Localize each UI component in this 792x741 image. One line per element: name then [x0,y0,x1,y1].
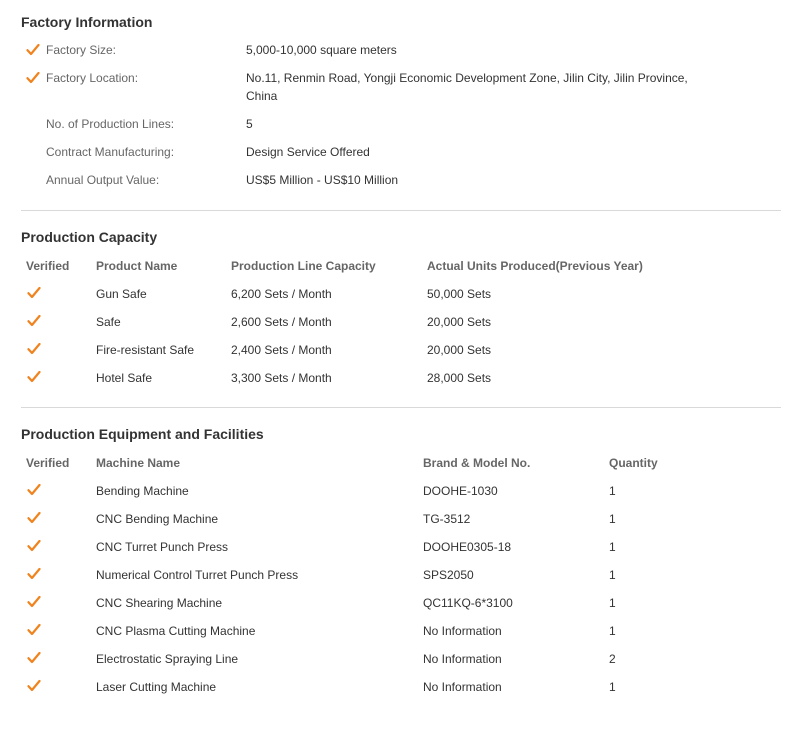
table-row [21,341,781,359]
quantity: 1 [609,680,616,694]
production-capacity-title: Production Capacity [21,229,158,245]
production-equipment-section [21,425,781,715]
checkmark-icon [27,483,41,497]
checkmark-icon [27,595,41,609]
quantity: 1 [609,596,616,610]
machine-name: CNC Shearing Machine [96,596,223,610]
table-row [21,369,781,387]
quantity: 1 [609,568,616,582]
machine-name: Laser Cutting Machine [96,680,217,694]
header-machine-name: Machine Name [96,456,181,470]
machine-name: CNC Plasma Cutting Machine [96,624,256,638]
checkmark-icon [27,623,41,637]
machine-name: Bending Machine [96,484,189,498]
units-produced: 20,000 Sets [427,315,492,329]
checkmark-icon [27,539,41,553]
factory-size-value: 5,000-10,000 square meters [246,43,397,57]
machine-name: Electrostatic Spraying Line [96,652,239,666]
table-row [21,650,781,668]
table-row [21,285,781,303]
line-capacity: 2,600 Sets / Month [231,315,332,329]
contract-manufacturing-value: Design Service Offered [246,145,370,159]
header-verified: Verified [26,456,70,470]
units-produced: 50,000 Sets [427,287,492,301]
factory-information-section [21,13,781,203]
checkmark-icon [26,43,40,57]
quantity: 1 [609,540,616,554]
checkmark-icon [27,651,41,665]
checkmark-icon [27,679,41,693]
quantity: 2 [609,652,616,666]
checkmark-icon [27,511,41,525]
section-divider [21,210,781,211]
factory-information-title: Factory Information [21,14,153,30]
brand-model: No Information [423,652,502,666]
table-row [21,566,781,584]
machine-name: CNC Turret Punch Press [96,540,229,554]
table-row [21,313,781,331]
header-units-produced: Actual Units Produced(Previous Year) [427,259,643,273]
product-name: Gun Safe [96,287,147,301]
production-capacity-section [21,228,781,398]
table-row [21,510,781,528]
quantity: 1 [609,484,616,498]
units-produced: 28,000 Sets [427,371,492,385]
machine-name: CNC Bending Machine [96,512,219,526]
header-brand-model: Brand & Model No. [423,456,531,470]
brand-model: No Information [423,680,502,694]
brand-model: TG-3512 [423,512,471,526]
product-name: Hotel Safe [96,371,153,385]
table-row [21,538,781,556]
production-lines-value: 5 [246,117,253,131]
units-produced: 20,000 Sets [427,343,492,357]
header-product-name: Product Name [96,259,178,273]
production-lines-label: No. of Production Lines: [46,117,175,131]
line-capacity: 2,400 Sets / Month [231,343,332,357]
header-line-capacity: Production Line Capacity [231,259,376,273]
product-name: Fire-resistant Safe [96,343,195,357]
header-verified: Verified [26,259,70,273]
factory-location-value: No.11, Renmin Road, Yongji Economic Development Zone, Jilin City, Jilin Province, China [246,71,688,103]
product-name: Safe [96,315,121,329]
annual-output-label: Annual Output Value: [46,173,160,187]
table-row [21,678,781,696]
contract-manufacturing-label: Contract Manufacturing: [46,145,175,159]
machine-name: Numerical Control Turret Punch Press [96,568,299,582]
table-row [21,622,781,640]
capacity-table-header [21,257,781,275]
table-row [21,594,781,612]
checkmark-icon [27,342,41,356]
factory-location-label: Factory Location: [46,71,139,85]
brand-model: QC11KQ-6*3100 [423,596,513,610]
header-quantity: Quantity [609,456,658,470]
brand-model: No Information [423,624,502,638]
checkmark-icon [27,370,41,384]
equipment-table-header [21,454,781,472]
factory-size-label: Factory Size: [46,43,117,57]
annual-output-value: US$5 Million - US$10 Million [246,173,399,187]
table-row [21,482,781,500]
line-capacity: 3,300 Sets / Month [231,371,332,385]
checkmark-icon [27,314,41,328]
brand-model: SPS2050 [423,568,474,582]
line-capacity: 6,200 Sets / Month [231,287,332,301]
quantity: 1 [609,624,616,638]
checkmark-icon [26,71,40,85]
checkmark-icon [27,567,41,581]
production-equipment-title: Production Equipment and Facilities [21,426,264,442]
brand-model: DOOHE0305-18 [423,540,512,554]
checkmark-icon [27,286,41,300]
quantity: 1 [609,512,616,526]
brand-model: DOOHE-1030 [423,484,498,498]
section-divider [21,407,781,408]
